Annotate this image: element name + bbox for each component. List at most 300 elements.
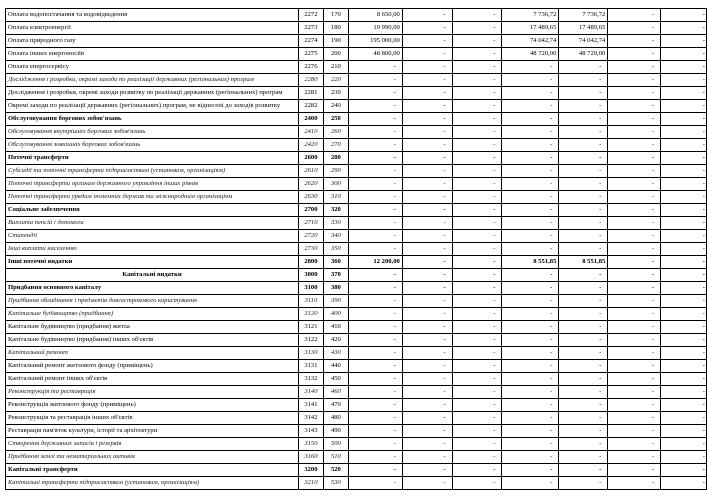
value-cell-7: -: [661, 399, 707, 412]
value-cell-2: -: [402, 191, 452, 204]
value-cell-4: -: [502, 126, 559, 139]
kekv-code-cell: 3110: [298, 295, 323, 308]
line-code-cell: 340: [323, 230, 348, 243]
value-cell-6: -: [608, 295, 661, 308]
value-cell-4: -: [502, 464, 559, 477]
table-row: [6, 269, 707, 282]
line-code-cell: 490: [323, 425, 348, 438]
value-cell-2: -: [402, 295, 452, 308]
value-cell-5: -: [559, 87, 608, 100]
table-row: [6, 464, 707, 477]
line-code-cell: 260: [323, 126, 348, 139]
value-cell-6: -: [608, 74, 661, 87]
value-cell-4: -: [502, 100, 559, 113]
value-cell-5: -: [559, 100, 608, 113]
value-cell-2: -: [402, 126, 452, 139]
value-cell-6: -: [608, 347, 661, 360]
value-cell-4: -: [502, 204, 559, 217]
value-cell-1: -: [348, 399, 402, 412]
table-row: [6, 22, 707, 35]
value-cell-2: -: [402, 165, 452, 178]
indicator-name-cell: Обслуговування боргових зобов'язань: [6, 113, 299, 126]
value-cell-3: -: [452, 360, 502, 373]
table-row: [6, 204, 707, 217]
indicator-name-cell: Виплата пенсій і допомоги: [6, 217, 299, 230]
value-cell-2: -: [402, 269, 452, 282]
value-cell-6: -: [608, 165, 661, 178]
value-cell-7: -: [661, 178, 707, 191]
value-cell-3: -: [452, 477, 502, 490]
value-cell-7: -: [661, 61, 707, 74]
table-row: [6, 191, 707, 204]
indicator-name-cell: Стипендії: [6, 230, 299, 243]
value-cell-2: -: [402, 100, 452, 113]
value-cell-7: -: [661, 464, 707, 477]
value-cell-5: -: [559, 399, 608, 412]
line-code-cell: 220: [323, 74, 348, 87]
value-cell-7: -: [661, 373, 707, 386]
value-cell-7: -: [661, 204, 707, 217]
value-cell-2: -: [402, 321, 452, 334]
value-cell-6: -: [608, 9, 661, 22]
value-cell-2: -: [402, 386, 452, 399]
value-cell-1: -: [348, 178, 402, 191]
line-code-cell: 410: [323, 321, 348, 334]
value-cell-2: -: [402, 308, 452, 321]
value-cell-4: -: [502, 243, 559, 256]
value-cell-4: -: [502, 477, 559, 490]
value-cell-6: -: [608, 464, 661, 477]
value-cell-7: -: [661, 9, 707, 22]
value-cell-1: -: [348, 464, 402, 477]
value-cell-4: -: [502, 321, 559, 334]
value-cell-2: -: [402, 35, 452, 48]
value-cell-6: -: [608, 438, 661, 451]
value-cell-6: -: [608, 152, 661, 165]
value-cell-5: -: [559, 464, 608, 477]
value-cell-5: -: [559, 217, 608, 230]
value-cell-2: -: [402, 230, 452, 243]
table-row: [6, 35, 707, 48]
value-cell-4: -: [502, 334, 559, 347]
value-cell-4: -: [502, 165, 559, 178]
value-cell-1: -: [348, 126, 402, 139]
kekv-code-cell: 3122: [298, 334, 323, 347]
value-cell-6: -: [608, 360, 661, 373]
value-cell-2: -: [402, 204, 452, 217]
value-cell-7: -: [661, 100, 707, 113]
value-cell-4: -: [502, 451, 559, 464]
value-cell-2: -: [402, 451, 452, 464]
value-cell-7: -: [661, 217, 707, 230]
value-cell-3: -: [452, 87, 502, 100]
line-code-cell: 420: [323, 334, 348, 347]
line-code-cell: 470: [323, 399, 348, 412]
value-cell-2: -: [402, 282, 452, 295]
line-code-cell: 440: [323, 360, 348, 373]
kekv-code-cell: 2620: [298, 178, 323, 191]
value-cell-7: -: [661, 282, 707, 295]
value-cell-4: -: [502, 113, 559, 126]
line-code-cell: 170: [323, 9, 348, 22]
value-cell-1: -: [348, 282, 402, 295]
value-cell-3: -: [452, 386, 502, 399]
value-cell-6: -: [608, 425, 661, 438]
value-cell-2: -: [402, 347, 452, 360]
value-cell-4: -: [502, 269, 559, 282]
table-row: [6, 165, 707, 178]
indicator-name-cell: Реставрація пам'яток культури, історії та архітектури: [6, 425, 299, 438]
line-code-cell: 530: [323, 477, 348, 490]
kekv-code-cell: 2274: [298, 35, 323, 48]
value-cell-3: -: [452, 35, 502, 48]
kekv-code-cell: 3142: [298, 412, 323, 425]
indicator-name-cell: Інші виплати населенню: [6, 243, 299, 256]
value-cell-1: -: [348, 217, 402, 230]
kekv-code-cell: 3132: [298, 373, 323, 386]
value-cell-7: -: [661, 412, 707, 425]
value-cell-7: -: [661, 256, 707, 269]
value-cell-6: -: [608, 191, 661, 204]
value-cell-5: 7 736,72: [559, 9, 608, 22]
value-cell-7: -: [661, 74, 707, 87]
value-cell-4: -: [502, 230, 559, 243]
value-cell-1: -: [348, 477, 402, 490]
table-row: [6, 152, 707, 165]
line-code-cell: 390: [323, 295, 348, 308]
value-cell-3: -: [452, 178, 502, 191]
value-cell-5: -: [559, 269, 608, 282]
value-cell-7: -: [661, 113, 707, 126]
kekv-code-cell: 3141: [298, 399, 323, 412]
value-cell-7: -: [661, 347, 707, 360]
table-row: [6, 139, 707, 152]
value-cell-1: -: [348, 295, 402, 308]
value-cell-4: -: [502, 360, 559, 373]
value-cell-1: -: [348, 269, 402, 282]
value-cell-4: -: [502, 87, 559, 100]
value-cell-3: -: [452, 464, 502, 477]
value-cell-6: -: [608, 451, 661, 464]
indicator-name-cell: Обслуговування зовнішніх боргових зобов'язань: [6, 139, 299, 152]
indicator-name-cell: Придбання основного капіталу: [6, 282, 299, 295]
indicator-name-cell: Створення державних запасів і резервів: [6, 438, 299, 451]
line-code-cell: 460: [323, 386, 348, 399]
indicator-name-cell: Поточні трансферти: [6, 152, 299, 165]
kekv-code-cell: 3143: [298, 425, 323, 438]
value-cell-6: -: [608, 100, 661, 113]
kekv-code-cell: 2272: [298, 9, 323, 22]
table-row: [6, 48, 707, 61]
value-cell-5: -: [559, 412, 608, 425]
value-cell-5: -: [559, 386, 608, 399]
kekv-code-cell: 2720: [298, 230, 323, 243]
value-cell-3: -: [452, 74, 502, 87]
value-cell-7: -: [661, 126, 707, 139]
value-cell-3: -: [452, 399, 502, 412]
value-cell-3: -: [452, 243, 502, 256]
kekv-code-cell: 2730: [298, 243, 323, 256]
value-cell-3: -: [452, 308, 502, 321]
value-cell-6: -: [608, 373, 661, 386]
table-row: [6, 334, 707, 347]
value-cell-2: -: [402, 217, 452, 230]
line-code-cell: 230: [323, 87, 348, 100]
value-cell-6: -: [608, 269, 661, 282]
value-cell-5: -: [559, 438, 608, 451]
value-cell-7: -: [661, 139, 707, 152]
line-code-cell: 190: [323, 35, 348, 48]
line-code-cell: 210: [323, 61, 348, 74]
kekv-code-cell: 2276: [298, 61, 323, 74]
table-row: [6, 87, 707, 100]
value-cell-1: -: [348, 191, 402, 204]
value-cell-4: 17 489,65: [502, 22, 559, 35]
value-cell-3: -: [452, 412, 502, 425]
value-cell-2: -: [402, 9, 452, 22]
table-row: [6, 178, 707, 191]
value-cell-3: -: [452, 230, 502, 243]
table-row: [6, 438, 707, 451]
value-cell-5: -: [559, 139, 608, 152]
value-cell-7: -: [661, 321, 707, 334]
value-cell-1: -: [348, 87, 402, 100]
kekv-code-cell: 3120: [298, 308, 323, 321]
table-row: [6, 126, 707, 139]
value-cell-1: -: [348, 386, 402, 399]
indicator-name-cell: Капітальне будівництво (придбання): [6, 308, 299, 321]
kekv-code-cell: 2282: [298, 100, 323, 113]
kekv-code-cell: 3130: [298, 347, 323, 360]
value-cell-5: -: [559, 74, 608, 87]
value-cell-5: 17 489,65: [559, 22, 608, 35]
kekv-code-cell: 2273: [298, 22, 323, 35]
indicator-name-cell: Дослідження і розробки, окремі заходи по реалізації державних (регіональних) програм: [6, 74, 299, 87]
value-cell-3: -: [452, 100, 502, 113]
value-cell-2: -: [402, 113, 452, 126]
value-cell-6: -: [608, 126, 661, 139]
value-cell-6: -: [608, 22, 661, 35]
value-cell-2: -: [402, 438, 452, 451]
indicator-name-cell: Реконструкція та реставрація: [6, 386, 299, 399]
indicator-name-cell: Капітальний ремонт житлового фонду (приміщень): [6, 360, 299, 373]
kekv-code-cell: 3150: [298, 438, 323, 451]
value-cell-5: -: [559, 321, 608, 334]
value-cell-1: 12 200,00: [348, 256, 402, 269]
value-cell-1: -: [348, 451, 402, 464]
value-cell-1: -: [348, 308, 402, 321]
value-cell-5: -: [559, 295, 608, 308]
value-cell-3: -: [452, 139, 502, 152]
value-cell-1: -: [348, 165, 402, 178]
table-row: [6, 425, 707, 438]
line-code-cell: 500: [323, 438, 348, 451]
value-cell-5: -: [559, 243, 608, 256]
table-row: [6, 347, 707, 360]
kekv-code-cell: 2275: [298, 48, 323, 61]
line-code-cell: 290: [323, 165, 348, 178]
line-code-cell: 300: [323, 178, 348, 191]
indicator-name-cell: Оплата електроенергії: [6, 22, 299, 35]
value-cell-1: -: [348, 74, 402, 87]
value-cell-4: -: [502, 308, 559, 321]
value-cell-3: -: [452, 191, 502, 204]
value-cell-3: -: [452, 48, 502, 61]
table-row: [6, 74, 707, 87]
value-cell-5: -: [559, 204, 608, 217]
value-cell-4: -: [502, 61, 559, 74]
value-cell-1: -: [348, 139, 402, 152]
kekv-code-cell: 3140: [298, 386, 323, 399]
value-cell-2: -: [402, 373, 452, 386]
value-cell-6: -: [608, 477, 661, 490]
line-code-cell: 200: [323, 48, 348, 61]
value-cell-2: -: [402, 399, 452, 412]
value-cell-4: -: [502, 152, 559, 165]
value-cell-6: -: [608, 217, 661, 230]
value-cell-5: -: [559, 178, 608, 191]
value-cell-7: -: [661, 386, 707, 399]
value-cell-7: -: [661, 295, 707, 308]
value-cell-5: -: [559, 308, 608, 321]
value-cell-6: -: [608, 386, 661, 399]
value-cell-2: -: [402, 139, 452, 152]
line-code-cell: 450: [323, 373, 348, 386]
value-cell-3: -: [452, 373, 502, 386]
indicator-name-cell: Оплата інших енергоносіїв: [6, 48, 299, 61]
line-code-cell: 320: [323, 204, 348, 217]
value-cell-5: -: [559, 282, 608, 295]
value-cell-2: -: [402, 87, 452, 100]
indicator-name-cell: Оплата природного газу: [6, 35, 299, 48]
value-cell-7: -: [661, 48, 707, 61]
kekv-code-cell: 2600: [298, 152, 323, 165]
line-code-cell: 380: [323, 282, 348, 295]
value-cell-6: -: [608, 230, 661, 243]
value-cell-4: 48 720,00: [502, 48, 559, 61]
kekv-code-cell: 2630: [298, 191, 323, 204]
value-cell-3: -: [452, 204, 502, 217]
line-code-cell: 350: [323, 243, 348, 256]
value-cell-6: -: [608, 334, 661, 347]
value-cell-3: -: [452, 295, 502, 308]
value-cell-2: -: [402, 61, 452, 74]
line-code-cell: 480: [323, 412, 348, 425]
kekv-code-cell: 2710: [298, 217, 323, 230]
kekv-code-cell: 2410: [298, 126, 323, 139]
value-cell-4: -: [502, 139, 559, 152]
value-cell-5: -: [559, 360, 608, 373]
value-cell-7: -: [661, 269, 707, 282]
value-cell-4: -: [502, 282, 559, 295]
value-cell-7: -: [661, 230, 707, 243]
line-code-cell: 250: [323, 113, 348, 126]
value-cell-1: 19 990,00: [348, 22, 402, 35]
value-cell-6: -: [608, 139, 661, 152]
table-row: [6, 100, 707, 113]
indicator-name-cell: Придбання обладнання і предметів довгострокового користування: [6, 295, 299, 308]
value-cell-7: -: [661, 438, 707, 451]
value-cell-7: -: [661, 334, 707, 347]
value-cell-4: -: [502, 438, 559, 451]
table-row: [6, 399, 707, 412]
value-cell-6: -: [608, 204, 661, 217]
value-cell-6: -: [608, 412, 661, 425]
value-cell-2: -: [402, 464, 452, 477]
kekv-code-cell: 3200: [298, 464, 323, 477]
value-cell-5: 8 551,85: [559, 256, 608, 269]
value-cell-3: -: [452, 425, 502, 438]
table-row: [6, 373, 707, 386]
value-cell-7: -: [661, 425, 707, 438]
indicator-name-cell: Соціальне забезпечення: [6, 204, 299, 217]
value-cell-7: -: [661, 191, 707, 204]
table-row: [6, 217, 707, 230]
value-cell-4: -: [502, 386, 559, 399]
value-cell-5: -: [559, 425, 608, 438]
value-cell-5: -: [559, 165, 608, 178]
value-cell-5: 74 042,74: [559, 35, 608, 48]
line-code-cell: 310: [323, 191, 348, 204]
value-cell-2: -: [402, 243, 452, 256]
table-row: [6, 113, 707, 126]
value-cell-6: -: [608, 35, 661, 48]
table-row: [6, 295, 707, 308]
table-row: [6, 282, 707, 295]
value-cell-1: -: [348, 360, 402, 373]
value-cell-3: -: [452, 269, 502, 282]
value-cell-1: -: [348, 321, 402, 334]
kekv-code-cell: 2700: [298, 204, 323, 217]
value-cell-5: -: [559, 347, 608, 360]
value-cell-5: -: [559, 191, 608, 204]
value-cell-1: -: [348, 334, 402, 347]
value-cell-7: -: [661, 477, 707, 490]
value-cell-5: -: [559, 113, 608, 126]
value-cell-6: -: [608, 282, 661, 295]
value-cell-7: -: [661, 152, 707, 165]
value-cell-4: -: [502, 412, 559, 425]
kekv-code-cell: 2281: [298, 87, 323, 100]
value-cell-7: -: [661, 22, 707, 35]
indicator-name-cell: Реконструкція житлового фонду (приміщень): [6, 399, 299, 412]
value-cell-2: -: [402, 412, 452, 425]
indicator-name-cell: Капітальне будівництво (придбання) інших об'єктів: [6, 334, 299, 347]
value-cell-6: -: [608, 87, 661, 100]
value-cell-4: -: [502, 425, 559, 438]
value-cell-3: -: [452, 126, 502, 139]
kekv-code-cell: 3160: [298, 451, 323, 464]
line-code-cell: 520: [323, 464, 348, 477]
value-cell-4: -: [502, 295, 559, 308]
table-row: [6, 256, 707, 269]
kekv-code-cell: 2400: [298, 113, 323, 126]
value-cell-6: -: [608, 48, 661, 61]
value-cell-3: -: [452, 217, 502, 230]
value-cell-6: -: [608, 61, 661, 74]
value-cell-1: -: [348, 438, 402, 451]
value-cell-1: -: [348, 243, 402, 256]
value-cell-2: -: [402, 152, 452, 165]
value-cell-7: -: [661, 243, 707, 256]
table-row: [6, 308, 707, 321]
value-cell-2: -: [402, 477, 452, 490]
value-cell-6: -: [608, 399, 661, 412]
value-cell-3: -: [452, 334, 502, 347]
value-cell-3: -: [452, 256, 502, 269]
indicator-name-cell: Оплата водопостачання та водовідведення: [6, 9, 299, 22]
value-cell-4: 8 551,85: [502, 256, 559, 269]
